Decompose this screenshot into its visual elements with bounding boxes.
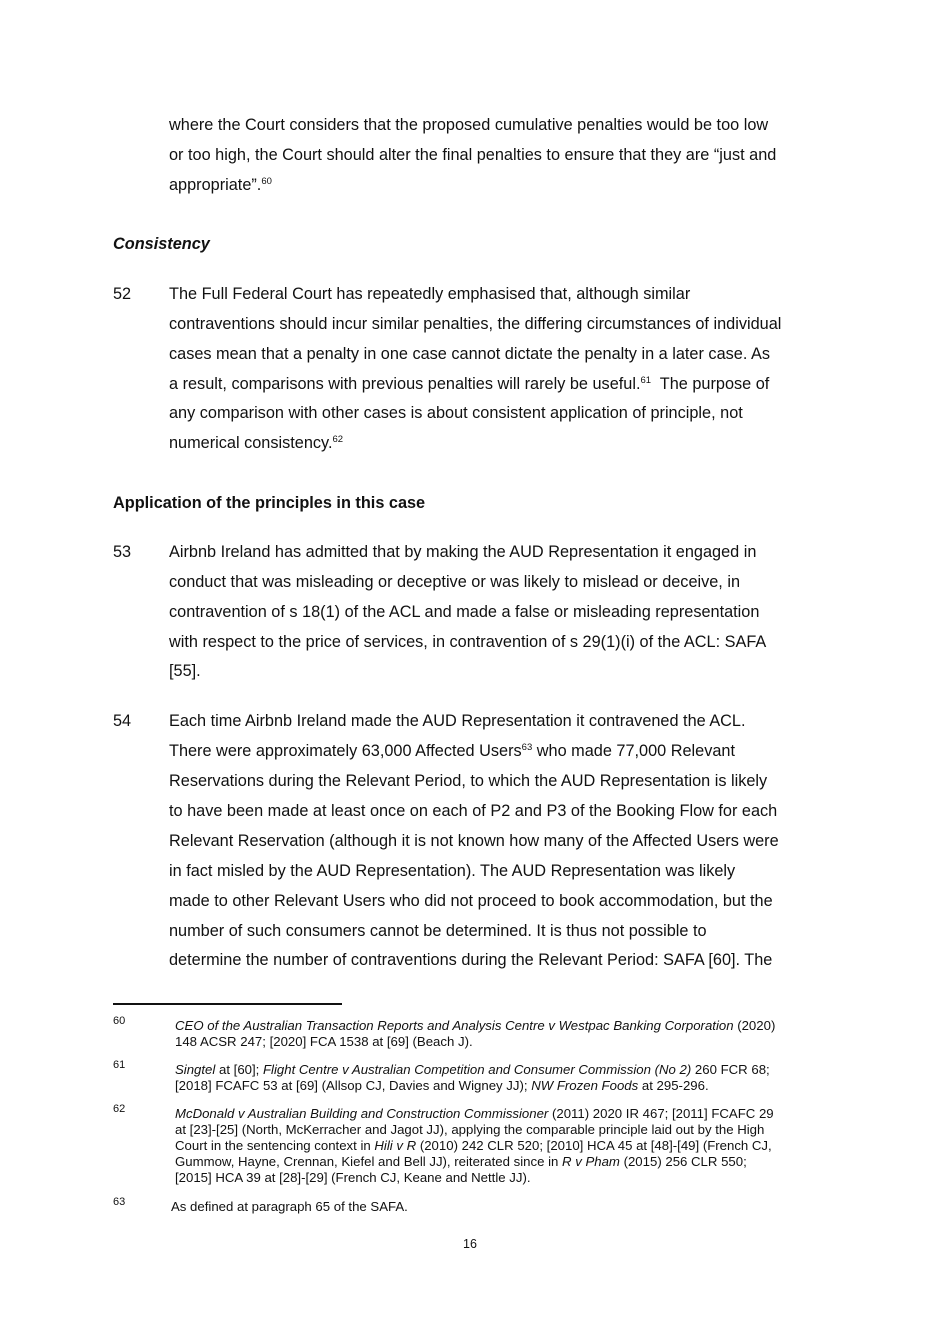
fn62-text-3a: Court in the sentencing context in: [175, 1138, 375, 1153]
para53-line-5: [55].: [169, 662, 201, 680]
para52-line-6: [169, 433, 343, 453]
para52-line-4: [169, 374, 769, 394]
para54-line-2: [169, 741, 735, 761]
para54-line-9: determine the number of contraventions during the Relevant Period: SAFA [60]. The: [169, 951, 773, 969]
footnote-60-line-2: 148 ACSR 247; [2020] FCA 1538 at [69] (Beach J).: [175, 1034, 473, 1049]
paragraph-number-52: 52: [113, 285, 132, 303]
para54-line-2b: who made 77,000 Relevant: [532, 742, 735, 760]
fn61-nw-frozen-foods: NW Frozen Foods: [531, 1078, 639, 1093]
fn61-flight-centre: Flight Centre v Australian Competition and Consumer Commission (No 2): [262, 1062, 692, 1077]
para54-line-3: Reservations during the Relevant Period, to which the AUD Representation is likely: [169, 772, 768, 790]
para52-line-3: cases mean that a penalty in one case cannot dictate the penalty in a later case. As: [169, 345, 770, 363]
continuation-text: appropriate”.: [169, 176, 262, 194]
fn62-text-3c: (2010) 242 CLR 520; [2010] HCA 45 at [48]-[49] (French CJ,: [416, 1138, 772, 1153]
para54-line-6: in fact misled by the AUD Representation). The AUD Representation was likely: [169, 862, 736, 880]
para53-line-2: conduct that was misleading or deceptive or was likely to mislead or deceive, in: [169, 573, 741, 591]
fn62-case-name: McDonald v Australian Building and Construction Commissioner: [175, 1106, 549, 1121]
fn61-text-4: at 295-296.: [638, 1078, 709, 1093]
paragraph-number-53: 53: [113, 543, 132, 561]
footnote-number-60: 60: [113, 1015, 126, 1027]
para54-line-1: Each time Airbnb Ireland made the AUD Representation it contravened the ACL.: [169, 712, 746, 730]
footnote-62-line-4: [175, 1154, 747, 1169]
para54-line-2a: There were approximately 63,000 Affected Users: [169, 742, 522, 760]
para52-line-1: The Full Federal Court has repeatedly emphasised that, although similar: [169, 285, 691, 303]
para53-line-1: Airbnb Ireland has admitted that by making the AUD Representation it engaged in: [169, 543, 757, 561]
para53-line-3: contravention of s 18(1) of the ACL and made a false or misleading representation: [169, 603, 760, 621]
footnote-separator: [113, 1003, 342, 1005]
fn62-hili: Hili v R: [374, 1138, 417, 1153]
para54-line-7: made to other Relevant Users who did not proceed to book accommodation, but the: [169, 892, 773, 910]
footnote-ref-60[interactable]: 60: [261, 176, 272, 187]
fn62-citation: (2011) 2020 IR 467; [2011] FCAFC 29: [548, 1106, 774, 1121]
para53-line-4: with respect to the price of services, in contravention of s 29(1)(i) of the ACL: SAFA: [169, 633, 767, 651]
para52-line-4a: a result, comparisons with previous penalties will rarely be useful.: [169, 375, 641, 393]
fn61-text-3: [2018] FCAFC 53 at [69] (Allsop CJ, Davies and Wigney JJ);: [175, 1078, 532, 1093]
footnote-number-61: 61: [113, 1059, 126, 1071]
fn62-pham: R v Pham: [562, 1154, 620, 1169]
para52-line-6-text: numerical consistency.: [169, 434, 333, 452]
para52-line-2: contraventions should incur similar penalties, the differing circumstances of individual: [169, 315, 782, 333]
fn62-text-4a: Gummow, Hayne, Crennan, Kiefel and Bell JJ), reiterated since in: [175, 1154, 563, 1169]
footnote-ref-63[interactable]: 63: [521, 742, 533, 753]
footnote-63-text: As defined at paragraph 65 of the SAFA.: [171, 1199, 408, 1214]
fn61-singtel: Singtel: [175, 1062, 216, 1077]
fn61-text-2: 260 FCR 68;: [691, 1062, 770, 1077]
fn62-text-4c: (2015) 256 CLR 550;: [619, 1154, 747, 1169]
footnote-62-line-5: [2015] HCA 39 at [28]-[29] (French CJ, Keane and Nettle JJ).: [175, 1170, 531, 1185]
para54-line-5: Relevant Reservation (although it is not known how many of the Affected Users were: [169, 832, 779, 850]
footnote-60-line-1: [175, 1018, 775, 1033]
footnote-62-line-3: [175, 1138, 772, 1153]
section-heading-consistency: Consistency: [113, 235, 210, 253]
footnote-ref-62[interactable]: 62: [332, 434, 344, 445]
page-number: 16: [463, 1237, 477, 1251]
paragraph-number-54: 54: [113, 712, 132, 730]
footnote-ref-61[interactable]: 61: [640, 375, 652, 386]
footnote-number-62: 62: [113, 1103, 126, 1115]
continuation-line-3: [169, 175, 272, 195]
para52-line-4b: The purpose of: [651, 375, 770, 393]
continuation-line-2: or too high, the Court should alter the final penalties to ensure that they are “just and: [169, 146, 777, 164]
footnote-62-line-2: at [23]-[25] (North, McKerracher and Jagot JJ), applying the comparable principle laid out by the High: [175, 1122, 765, 1137]
footnote-61-line-1: [175, 1062, 770, 1077]
footnote-62-line-1: [175, 1106, 774, 1121]
section-heading-application: Application of the principles in this case: [113, 494, 426, 512]
fn60-citation: (2020): [733, 1018, 776, 1033]
para54-line-8: number of such consumers cannot be determined. It is thus not possible to: [169, 922, 707, 940]
continuation-line-1: where the Court considers that the proposed cumulative penalties would be too low: [169, 116, 769, 134]
footnote-number-63: 63: [113, 1196, 126, 1208]
fn60-case-name: CEO of the Australian Transaction Reports and Analysis Centre v Westpac Banking Corporation: [175, 1018, 734, 1033]
fn61-text-1: at [60];: [215, 1062, 263, 1077]
para52-line-5: any comparison with other cases is about consistent application of principle, not: [169, 404, 743, 422]
footnote-61-line-2: [175, 1078, 709, 1093]
para54-line-4: to have been made at least once on each of P2 and P3 of the Booking Flow for each: [169, 802, 778, 820]
